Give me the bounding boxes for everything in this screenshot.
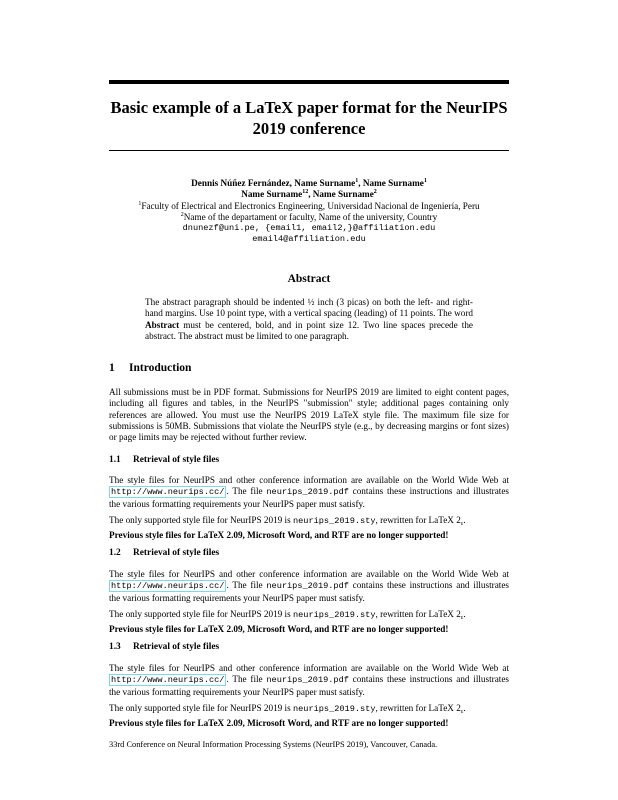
author-emails-2: email4@affiliation.edu [252,234,366,245]
subsection-paragraph: The only supported style file for NeurIPS 2019 is neurips_2019.sty, rewritten for LaTeX $2_\varepsilon$. Previous style files for LaTeX 2.09, Microsoft Word, and RTF are no longer supported! [109,609,466,635]
subsection-paragraph: The style files for NeurIPS and other conference information are available on the World Wide Web at http://www.neurips.cc/ . The file neurips_2019.pdf contains these instructions and illustrates the various formatting requirements your NeurIPS paper must satisfy. [109,663,509,697]
affiliation-1: $^1$Faculty of Electrical and Electronics Engineering, Universidad Nacional de Ingeniería, Peru [138,200,480,211]
author-emails-1: dnunezf@uni.pe, {email1, email2,}@affiliation.edu [182,223,436,234]
introduction-paragraph: All submissions must be in PDF format. Submissions for NeurIPS 2019 are limited to eight content pages, including all figures and tables, in the NeurIPS "submission" style; additional pages containing only references are allowed. You must use the NeurIPS 2019 LaTeX style file. The maximum file size for submissions is 50MB. Submissions that violate the NeurIPS style (e.g., by decreasing margins or font sizes) or page limits may be rejected without further review. [109,387,509,443]
author-line-2: Name Surname$^{12}$, Name Surname$^2$ [241,189,377,200]
subsection-paragraph: The style files for NeurIPS and other conference information are available on the World Wide Web at http://www.neurips.cc/ . The file neurips_2019.pdf contains these instructions and illustrates the various formatting requirements your NeurIPS paper must satisfy. [109,475,509,509]
neurips-link[interactable]: http://www.neurips.cc/ [111,581,225,592]
subsection-heading: 1.3 Retrieval of style files [109,642,220,652]
title-top-rule [109,80,509,84]
subsection-paragraph: The only supported style file for NeurIPS 2019 is neurips_2019.sty, rewritten for LaTeX $2_\varepsilon$. Previous style files for LaTeX 2.09, Microsoft Word, and RTF are no longer supported! [109,703,466,729]
affiliation-2: $^2$Name of the departament or faculty, Name of the university, Country [180,211,438,222]
subsection-paragraph: The style files for NeurIPS and other conference information are available on the World Wide Web at http://www.neurips.cc/ . The file neurips_2019.pdf contains these instructions and illustrates the various formatting requirements your NeurIPS paper must satisfy. [109,569,509,603]
neurips-link[interactable]: http://www.neurips.cc/ [111,487,225,498]
subsection-heading: 1.2 Retrieval of style files [109,548,220,558]
abstract-body: The abstract paragraph should be indented ½ inch (3 picas) on both the left- and right-hand margins. Use 10 point type, with a vertical spacing (leading) of 11 points. The word Abstract must be centered, bold, and in point size 12. Two line spaces precede the abstract. The abstract must be limited to one paragraph. [145,297,473,341]
neurips-link[interactable]: http://www.neurips.cc/ [111,675,225,686]
title-bottom-rule [109,150,509,151]
abstract-heading: Abstract [287,273,331,285]
paper-title: Basic example of a LaTeX paper format for the NeurIPS 2019 conference [110,98,508,138]
subsection-paragraph: The only supported style file for NeurIPS 2019 is neurips_2019.sty, rewritten for LaTeX $2_\varepsilon$. Previous style files for LaTeX 2.09, Microsoft Word, and RTF are no longer supported! [109,515,466,541]
author-line-1: Dennis Núñez Fernández, Name Surname$^1$, Name Surname$^1$ [191,177,427,188]
author-block [100,178,518,246]
section-heading-introduction: 1 Introduction [109,362,192,374]
conference-footnote: 33rd Conference on Neural Information Processing Systems (NeurIPS 2019), Vancouver, Canada. [109,740,438,749]
subsection-heading: 1.1 Retrieval of style files [109,455,220,465]
